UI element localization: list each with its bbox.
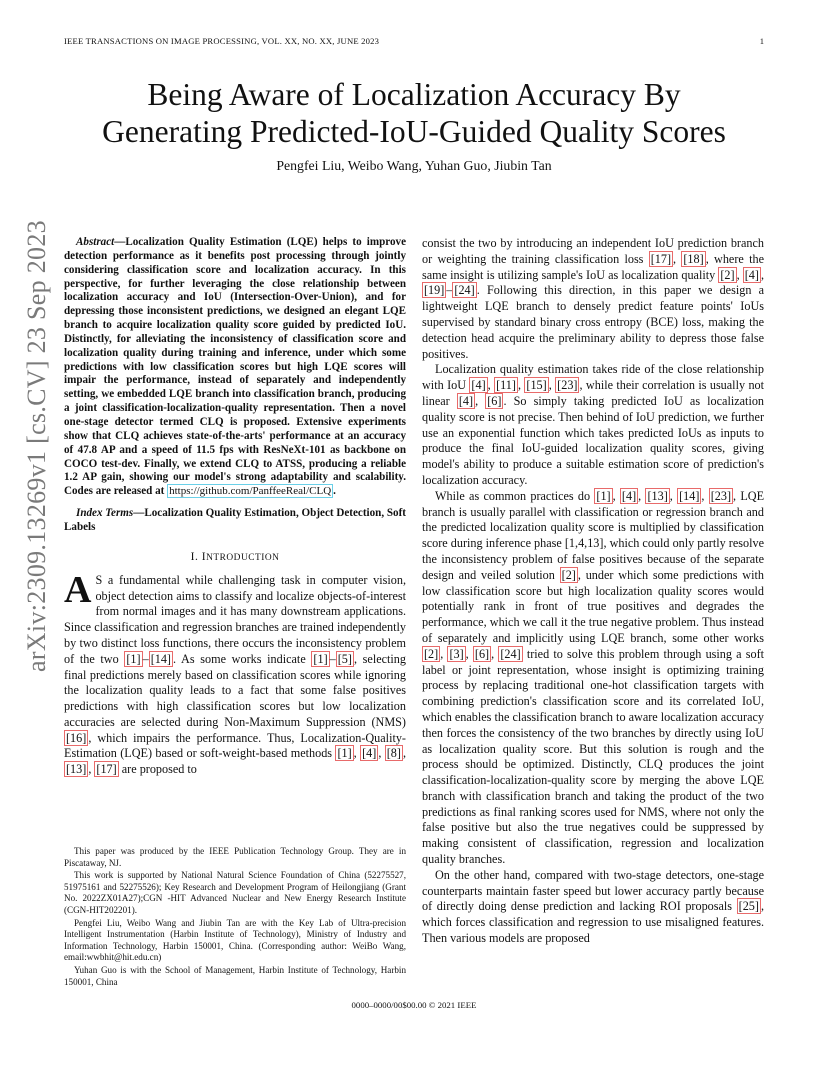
text-run: Localization quality estimation takes ride of the close relationship with IoU bbox=[422, 362, 764, 393]
copyright-footer: 0000–0000/00$00.00 © 2021 IEEE bbox=[351, 1000, 477, 1010]
footnote-3: Pengfei Liu, Weibo Wang and Jiubin Tan are with the Key Lab of Ultra-precision Intelligent Instrumentation (Harbin Institute of Technology), Ministry of Industry and Information Technology, Harbin 150001, China. (Corresponding author: WeiBo Wang, email:wwbhit@hit.edu.cn) bbox=[64, 917, 406, 963]
abstract-lead: Abstract bbox=[76, 236, 115, 248]
text-run: consist the two by introducing an independent IoU prediction branch or weighting the training classification loss bbox=[422, 236, 764, 266]
abstract-end: . bbox=[333, 485, 336, 498]
abstract-body: —Localization Quality Estimation (LQE) helps to improve detection performance as it benefits post processing through jointly considering classification score and localization accuracy. In this perspective, for further leveraging the close relationship between localization accuracy and IoU (Intersection-Over-Union), and for depressing those inconsistent predictions, we designed an elegant LQE branch to acquire localization quality score guided by predicted IoU. Distinctly, for alleviating the inconsistency of classification score and localization quality during training and inference, under which some predictions with low classification scores but high LQE scores will impair the performance, instead of separately and independently setting, we embedded LQE branch into classification branch, producing a joint classification-localization-quality representation. Then a novel one-stage detector termed CLQ is proposed. Extensive experiments show that CLQ achieves state-of-the-arts' performance at an accuracy of 47.8 AP and a speed of 11.5 fps with ResNeXt-101 as backbone on COCO test-dev. Finally, we extend CLQ to ATSS, producing a reliable 1.2 AP gain, showing our model's strong adaptability and scalability. Codes are released at bbox=[64, 236, 406, 498]
text-run: – bbox=[142, 651, 149, 666]
section-numeral: I. bbox=[190, 549, 202, 563]
right-paragraph-4 bbox=[422, 868, 764, 947]
right-paragraph-2 bbox=[422, 362, 764, 488]
section-initial: I bbox=[201, 549, 207, 563]
text-run: , which forces classification and regression to use misaligned features. Then various models are proposed bbox=[422, 899, 764, 946]
right-paragraph-1 bbox=[422, 236, 764, 362]
text-run: , bbox=[548, 378, 556, 393]
text-run: , LQE branch is usually parallel with classification or regression branch and the predicted localization quality score is multiplied by classification score during inference phase [1,4,13], which could only partly resolve the inconsistency problem of false positives because of the separate design and veiled solution bbox=[422, 488, 765, 582]
text-run: , while their correlation is usually not linear bbox=[422, 378, 765, 408]
text-run: , bbox=[378, 746, 385, 761]
citation-link[interactable]: [14] bbox=[679, 488, 700, 503]
citation-link[interactable]: [17] bbox=[650, 251, 672, 266]
citation-link[interactable]: [23] bbox=[710, 488, 732, 503]
index-terms-body: —Localization Quality Estimation, Object Detection, Soft Labels bbox=[64, 507, 406, 533]
text-run: , bbox=[760, 267, 764, 282]
text-run: tried to solve this problem through using a soft label or joint representation, whose insight is optimizing training process by replacing traditional one-hot classification targets with combining prediction's classification score and its correlated IoU, which enables the classification branch to aware localization accuracy then forces the consistency of the two branches by directly using IoU as localization quality score. But this solution is rough and the process should be optimized. Distinctly, CLQ produces the joint classification-localization-quality score by merging the above LQE branch with classification branch and taking the product of the two predictions as final ranking scores used for NMS, where not only the false positive but also the true negatives could be suppressed by making consistent of classification, regression and localization quality branches. bbox=[422, 646, 765, 867]
citation-link[interactable]: [2] bbox=[561, 567, 576, 582]
citation-link[interactable]: [16] bbox=[66, 730, 87, 745]
drop-cap: A bbox=[64, 568, 92, 611]
text-run: , bbox=[88, 762, 95, 777]
citation-link[interactable]: [1] bbox=[337, 746, 352, 761]
citation-link[interactable]: [6] bbox=[474, 646, 490, 661]
citation-link[interactable]: [1] bbox=[596, 488, 611, 503]
citation-link[interactable]: [13] bbox=[66, 762, 87, 777]
text-run: are proposed to bbox=[118, 762, 197, 777]
footnotes bbox=[64, 846, 406, 989]
text-run: , bbox=[353, 746, 361, 761]
citation-link[interactable]: [24] bbox=[500, 646, 521, 661]
citation-link[interactable]: [4] bbox=[621, 488, 637, 503]
arxiv-stamp: arXiv:2309.13269v1 [cs.CV] 23 Sep 2023 bbox=[22, 220, 51, 672]
text-run: . Following this direction, in this paper we design a lightweight LQE branch to densely predict feature points' IoUs supervised by standard binary cross entropy (BCE) loss, making the detection head acquire the preliminary ability to depress those false positives. bbox=[422, 283, 764, 361]
citation-link[interactable]: [13] bbox=[647, 488, 668, 503]
running-header: IEEE TRANSACTIONS ON IMAGE PROCESSING, VOL. XX, NO. XX, JUNE 2023 bbox=[64, 36, 380, 46]
text-run: – bbox=[446, 283, 453, 298]
text-run: , bbox=[475, 393, 486, 408]
citation-link[interactable]: [24] bbox=[454, 283, 475, 298]
text-run: , bbox=[673, 251, 682, 266]
text-run: , bbox=[491, 646, 499, 661]
citation-link[interactable]: [2] bbox=[424, 646, 439, 661]
right-paragraph-3 bbox=[422, 489, 764, 868]
intro-paragraph-1 bbox=[64, 568, 407, 778]
footnote-4: Yuhan Guo is with the School of Management, Harbin Institute of Technology, Harbin 150001, China bbox=[64, 964, 406, 987]
index-terms bbox=[64, 507, 406, 535]
citation-link[interactable]: [1] bbox=[126, 651, 141, 666]
text-run: , bbox=[465, 646, 473, 661]
citation-link[interactable]: [18] bbox=[683, 251, 704, 266]
authors: Pengfei Liu, Weibo Wang, Yuhan Guo, Jiubin Tan bbox=[276, 158, 552, 173]
citation-link[interactable]: [5] bbox=[337, 651, 352, 666]
text-run: , bbox=[440, 646, 448, 661]
citation-link[interactable]: [1] bbox=[313, 651, 328, 666]
right-column bbox=[422, 236, 764, 947]
citation-link[interactable]: [25] bbox=[738, 899, 759, 914]
text-run: , under which some predictions with low classification score but high localization quality scores would potentially rank in front of true positives and degrades the performance, which we call it the true negative problem. Thus instead of separately and implicitly using LQE branch, some other works bbox=[422, 567, 764, 645]
text-run: , bbox=[402, 746, 407, 761]
text-run: , selecting final predictions merely based on classification scores while ignoring the localization quality leads to a fact that some false positives predictions with high classification scores but low localization accuracies are selected during Non-Maximum Suppression (NMS) bbox=[64, 651, 406, 729]
citation-link[interactable]: [4] bbox=[458, 393, 474, 408]
citation-link[interactable]: [19] bbox=[424, 283, 445, 298]
text-run: . So simply taking predicted IoU as localization quality score is not precise. Then behind of IoU prediction, we further use an exponential function which takes predicted IoUs as inputs to produce the final IoU-guided localization quality scores, giving model's ability to produce a suitable estimation score of prediction's localization accuracy. bbox=[422, 393, 765, 487]
abstract bbox=[64, 236, 406, 499]
text-run: – bbox=[329, 651, 336, 666]
intro-text bbox=[64, 568, 407, 778]
page-number: 1 bbox=[759, 36, 764, 46]
section-heading-introduction bbox=[64, 550, 406, 563]
text-run: , bbox=[669, 488, 678, 503]
citation-link[interactable]: [4] bbox=[471, 378, 486, 393]
text-run: While as common practices do bbox=[435, 488, 595, 503]
text-run: , bbox=[517, 378, 525, 393]
paper-title bbox=[64, 76, 764, 150]
title-line-2: Generating Predicted-IoU-Guided Quality Scores bbox=[102, 114, 726, 149]
text-run: , bbox=[487, 378, 495, 393]
citation-link[interactable]: [15] bbox=[526, 378, 547, 393]
text-run: , bbox=[701, 488, 709, 503]
text-run: , which impairs the performance. Thus, Localization-Quality-Estimation (LQE) based or soft-weight-based methods bbox=[64, 730, 406, 761]
citation-link[interactable]: [8] bbox=[386, 746, 401, 761]
section-title-rest: NTRODUCTION bbox=[206, 552, 280, 563]
citation-link[interactable]: [3] bbox=[449, 646, 464, 661]
index-terms-lead: Index Terms bbox=[76, 507, 134, 520]
text-run: S a fundamental while challenging task in computer vision, object detection aims to classify and localize objects-of-interest from normal images and it has many downstream applications. Since classification and regression branches are trained independently by two distinct loss functions, there occurs the inconsistency problem of the two bbox=[64, 572, 406, 666]
citation-link[interactable]: [6] bbox=[487, 393, 502, 408]
left-column bbox=[64, 236, 406, 778]
citation-link[interactable]: [17] bbox=[96, 762, 117, 777]
citation-link[interactable]: [4] bbox=[362, 746, 377, 761]
citation-link[interactable]: [2] bbox=[720, 267, 735, 282]
text-run: , bbox=[736, 267, 743, 282]
footnote-1: This paper was produced by the IEEE Publication Technology Group. They are in Piscataway, NJ. bbox=[64, 846, 406, 868]
title-line-1: Being Aware of Localization Accuracy By bbox=[147, 77, 681, 112]
text-run: , bbox=[638, 488, 646, 503]
text-run: , where the same insight is utilizing sample's IoU as localization quality bbox=[422, 251, 764, 282]
text-run: On the other hand, compared with two-stage detectors, one-stage counterparts maintain faster speed but lower accuracy partly because of directly doing dense prediction and lacking ROI proposals bbox=[422, 867, 764, 914]
footnote-2: This work is supported by National Natural Science Foundation of China (52275527, 51975161 and 52275526); Key Research and Development Program of Heilongjiang (Grant No. 2022ZX01A27);CGN -HIT Advanced Nuclear and New Energy Research Institute (CGN-HIT202201). bbox=[64, 870, 406, 915]
text-run: . As some works indicate bbox=[173, 651, 312, 666]
citation-link[interactable]: [14] bbox=[150, 651, 171, 666]
citation-link[interactable]: [23] bbox=[557, 378, 578, 393]
citation-link[interactable]: [11] bbox=[496, 378, 516, 393]
citation-link[interactable]: [4] bbox=[744, 267, 759, 282]
code-link[interactable]: https://github.com/PanffeeReal/CLQ bbox=[169, 485, 332, 498]
text-run: , bbox=[612, 488, 620, 503]
